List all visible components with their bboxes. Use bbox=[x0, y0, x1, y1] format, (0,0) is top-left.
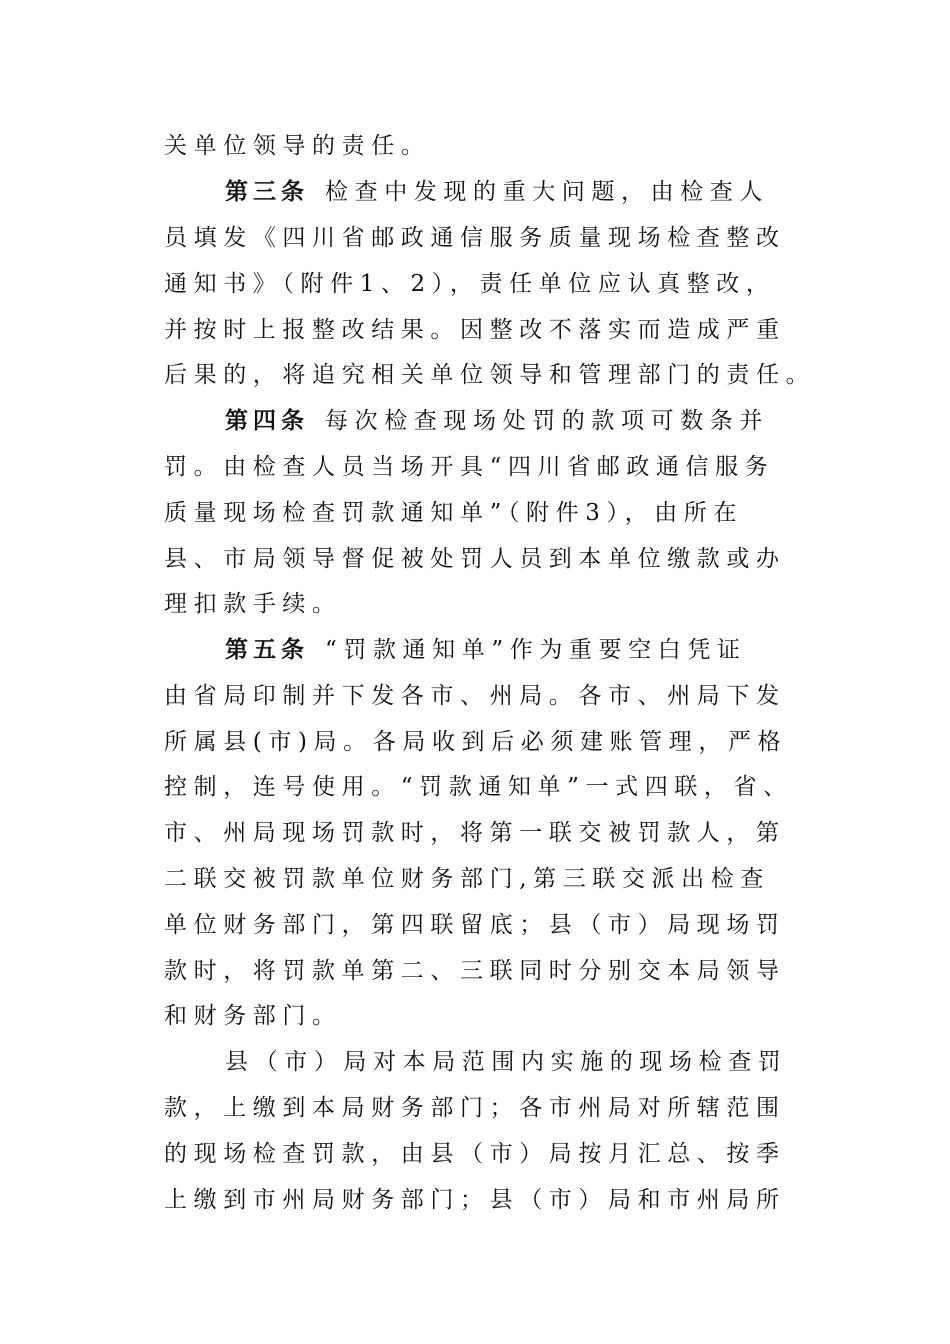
text-line: 款，上缴到本局财务部门；各市州局对所辖范围 bbox=[164, 1095, 786, 1121]
text-line: 款时，将罚款单第二、三联同时分别交本局领导 bbox=[164, 958, 786, 984]
text-line: 县（市）局对本局范围内实施的现场检查罚 bbox=[225, 1049, 788, 1075]
article-3-heading: 第三条 bbox=[225, 179, 309, 205]
text-line: 所属县(市)局。各局收到后必须建账管理，严格 bbox=[164, 729, 788, 755]
text-line: 控制，连号使用。“罚款通知单”一式四联，省、 bbox=[164, 774, 793, 800]
article-4-line: 第四条 每次检查现场处罚的款项可数条并 bbox=[225, 408, 769, 434]
text-line: 上缴到市州局财务部门；县（市）局和市州局所 bbox=[164, 1187, 786, 1213]
text-line: 员填发《四川省邮政通信服务质量现场检查整改 bbox=[164, 225, 786, 251]
text-line: 二联交被罚款单位财务部门,第三联交派出检查 bbox=[164, 866, 770, 892]
article-3-line: 第三条 检查中发现的重大问题，由检查人 bbox=[225, 179, 769, 205]
text-line: 县、市局领导督促被处罚人员到本单位缴款或办 bbox=[164, 546, 786, 572]
article-4-heading: 第四条 bbox=[225, 408, 309, 434]
text-line: 质量现场检查罚款通知单”（附件3），由所在 bbox=[164, 500, 743, 526]
text-line: 市、州局现场罚款时，将第一联交被罚款人，第 bbox=[164, 820, 786, 846]
text-line: 由省局印制并下发各市、州局。各市、州局下发 bbox=[164, 683, 786, 709]
text-line: 关单位领导的责任。 bbox=[164, 133, 431, 159]
text-line: 通知书》（附件1、2），责任单位应认真整改， bbox=[164, 271, 776, 297]
text-line: 后果的，将追究相关单位领导和管理部门的责任。 bbox=[164, 362, 816, 388]
text-line: 和财务部门。 bbox=[164, 1003, 342, 1029]
text-line: 单位财务部门，第四联留底；县（市）局现场罚 bbox=[164, 912, 786, 938]
text-line: 并按时上报整改结果。因整改不落实而造成严重 bbox=[164, 317, 786, 343]
text-line: 理扣款手续。 bbox=[164, 591, 342, 617]
article-5-heading: 第五条 bbox=[225, 637, 309, 663]
article-5-line: 第五条 “罚款通知单”作为重要空白凭证 bbox=[225, 637, 747, 663]
text-line: 的现场检查罚款，由县（市）局按月汇总、按季 bbox=[164, 1141, 786, 1167]
text-line: 罚。由检查人员当场开具“四川省邮政通信服务 bbox=[164, 454, 775, 480]
